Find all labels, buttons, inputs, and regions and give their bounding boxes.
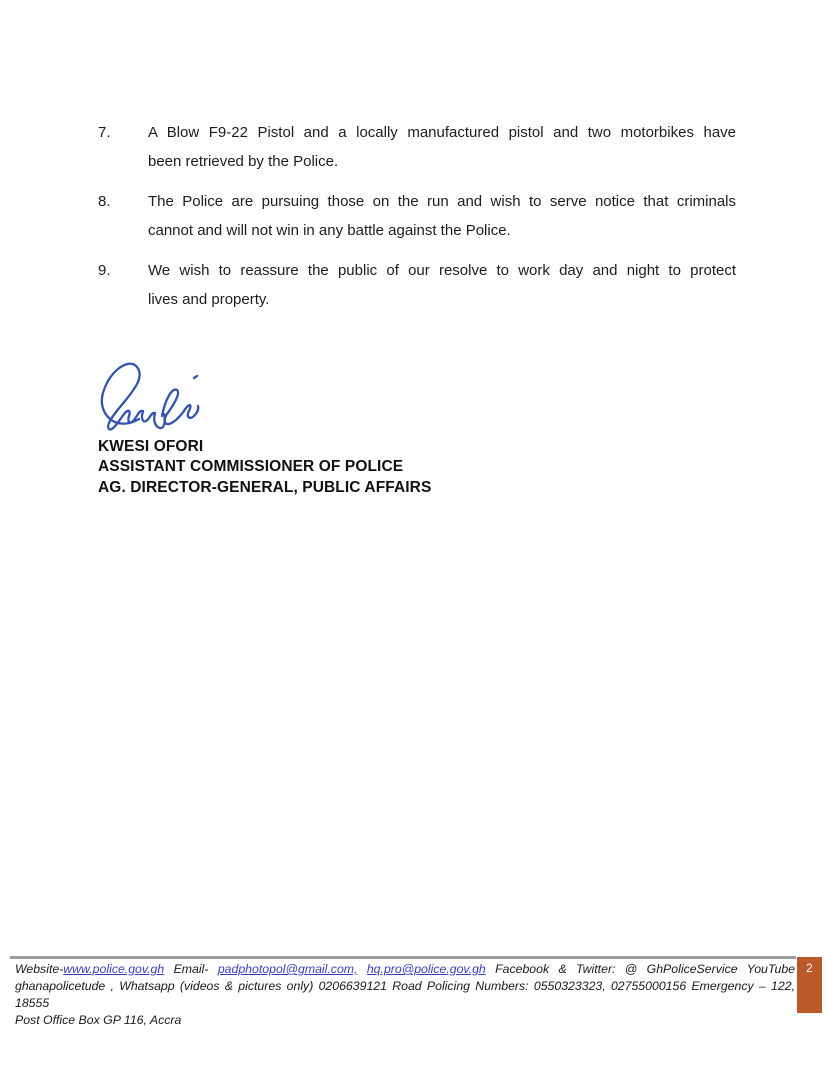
list-item-line: cannot and will not win in any battle against the Police. xyxy=(148,222,511,239)
signatory-name: KWESI OFORI xyxy=(98,438,204,455)
email-label: Email- xyxy=(173,962,209,976)
website-label: Website- xyxy=(15,962,64,976)
list-item xyxy=(98,118,736,176)
list-item-text xyxy=(148,187,736,245)
list-item-text xyxy=(148,256,736,314)
footer xyxy=(15,961,795,1029)
page-number-badge xyxy=(797,957,822,1013)
footer-line-1 xyxy=(15,961,795,978)
page-number: 2 xyxy=(806,963,813,975)
footer-line-2: ghanapolicetude , Whatsapp (videos & pictures only) 0206639121 Road Policing Numbers: 0550323323, 02755000156 Emergency – 122, 18555 xyxy=(15,979,795,1010)
website-link[interactable]: www.police.gov.gh xyxy=(63,962,165,976)
signatory-rank: ASSISTANT COMMISSIONER OF POLICE xyxy=(98,458,404,476)
list-item-line: The Police are pursuing those on the run and wish to serve notice that criminals xyxy=(148,193,736,210)
list-item-line: lives and property. xyxy=(148,291,270,308)
email-link-1[interactable]: padphotopol@gmail.com, xyxy=(217,962,358,976)
list-item-line: been retrieved by the Police. xyxy=(148,153,339,170)
email-link-2[interactable]: hq.pro@police.gov.gh xyxy=(366,962,486,976)
list-item-text xyxy=(148,118,736,176)
list-item-line: A Blow F9-22 Pistol and a locally manufactured pistol and two motorbikes have xyxy=(148,124,736,141)
signatory-block xyxy=(98,437,431,498)
social-media-text: Facebook & Twitter: @ GhPoliceService YouTube xyxy=(495,962,795,976)
footer-divider xyxy=(10,956,796,959)
list-item-line: We wish to reassure the public of our resolve to work day and night to protect xyxy=(148,262,736,279)
list-item-number: 8. xyxy=(98,193,111,210)
signatory-title: AG. DIRECTOR-GENERAL, PUBLIC AFFAIRS xyxy=(98,478,432,496)
list-item xyxy=(98,187,736,245)
signature-image xyxy=(93,355,213,435)
footer-line-3: Post Office Box GP 116, Accra xyxy=(15,1013,182,1027)
numbered-list xyxy=(98,118,736,325)
list-item-number: 7. xyxy=(98,124,111,141)
list-item xyxy=(98,256,736,314)
list-item-number: 9. xyxy=(98,262,111,279)
